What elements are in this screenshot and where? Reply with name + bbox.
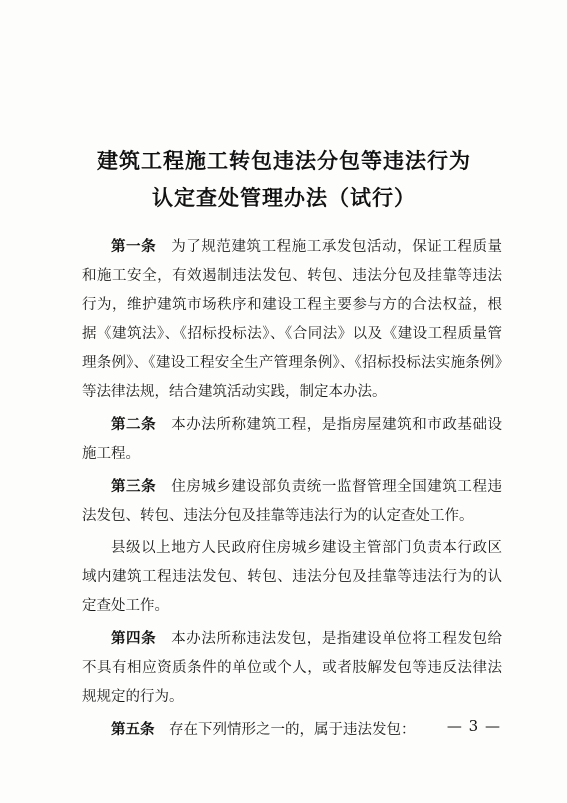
article-5-paragraph [82,715,502,745]
article-3-paragraph [82,472,502,531]
article-3-text: 住房城乡建设部负责统一监督管理全国建筑工程违法发包、转包、违法分包及挂靠等违法行为的认定查处工作。 [82,479,503,524]
article-2-label: 第二条 [111,416,157,433]
article-4-paragraph [82,624,502,712]
document-title-line-1: 建筑工程施工转包违法分包等违法行为 [97,148,471,173]
document-title-line-2: 认定查处管理办法（试行） [152,185,416,210]
article-3-continuation-text: 县级以上地方人民政府住房城乡建设主管部门负责本行政区域内建筑工程违法发包、转包、违法分包及挂靠等违法行为的认定查处工作。 [82,540,502,614]
article-1-text: 为了规范建筑工程施工承发包活动，保证工程质量和施工安全，有效遏制违法发包、转包、违法分包及挂靠等违法行为，维护建筑市场秩序和建设工程主要参与方的合法权益，根据《建筑法》、《招标投标法》、《合同法》以及《建设工程质量管理条例》、《建设工程安全生产管理条例》、《招标投标法实施条例》等法律法规，结合建筑活动实践，制定本办法。 [82,239,503,400]
article-3-continuation-paragraph [82,534,502,621]
article-1-label: 第一条 [111,238,157,255]
document-body [82,232,502,748]
article-3-label: 第三条 [111,478,157,495]
article-2-text: 本办法所称建筑工程，是指房屋建筑和市政基础设施工程。 [82,417,503,462]
article-4-label: 第四条 [111,630,157,647]
article-5-label: 第五条 [111,721,155,738]
article-4-text: 本办法所称违法发包，是指建设单位将工程发包给不具有相应资质条件的单位或个人，或者肢解发包等违反法律法规规定的行为。 [82,631,503,705]
article-5-text: 存在下列情形之一的，属于违法发包： [169,722,416,738]
article-2-paragraph [82,410,502,469]
page-number: — 3 — [446,717,501,735]
article-1-paragraph [82,232,502,407]
